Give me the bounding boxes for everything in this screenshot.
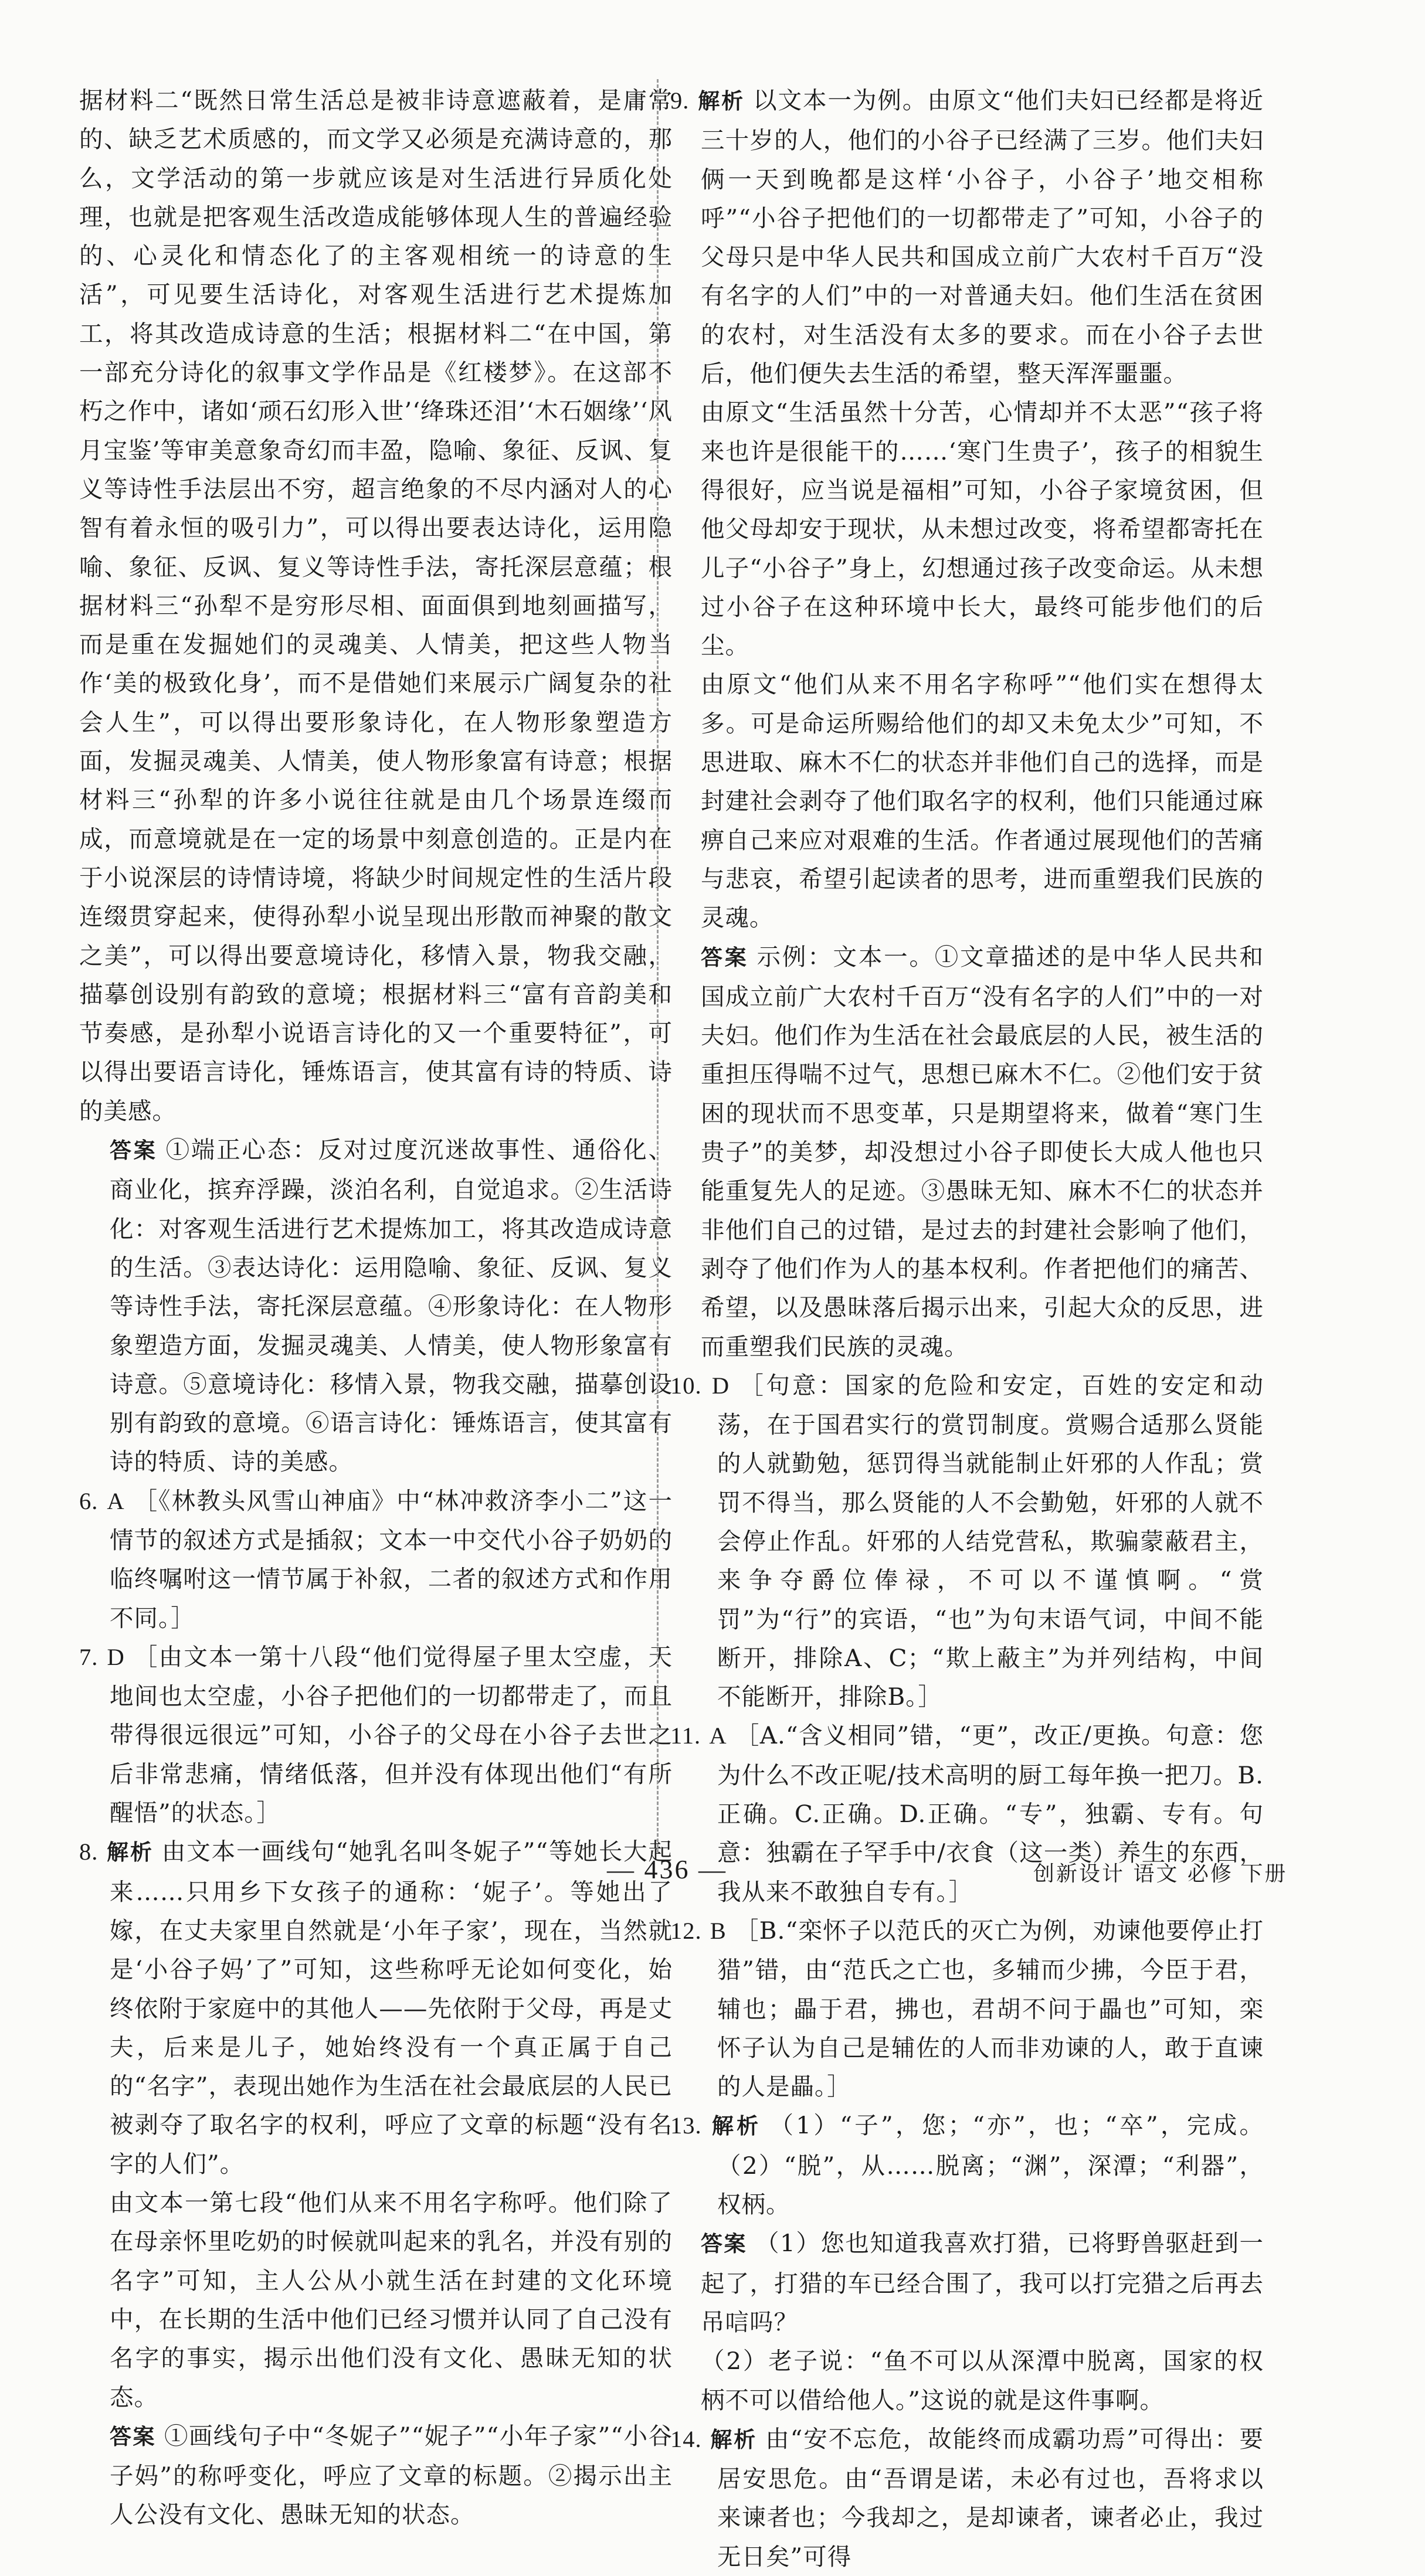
paragraph	[670, 937, 1264, 1366]
question-item	[670, 1366, 1264, 1717]
book-title: 创新设计 语文 必修 下册	[1033, 1862, 1288, 1886]
paragraph-text: ［A.“含义相同”错，“更”，改正/更换。句意：您为什么不改正呢/技术高明的厨工每年换一把刀。B.正确。C.正确。D.正确。“专”，独霸、专有。句意：独霸在子罕手中/衣食（这一类）养生的东西，我从来不敢独自专有。］	[717, 1721, 1264, 1906]
question-item	[79, 1832, 673, 2183]
answer-choice: D	[711, 1372, 730, 1399]
section-label: 解析	[698, 89, 745, 114]
paragraph	[79, 2417, 673, 2534]
question-number: 12.	[670, 1917, 702, 1944]
paragraph-text: ①画线句子中“冬妮子”“妮子”“小年子家”“小谷子妈”的称呼变化，呼应了文章的标题。②揭示出主人公没有文化、愚昧无知的状态。	[110, 2421, 673, 2529]
paragraph	[670, 2341, 1264, 2419]
section-label: 解析	[711, 2113, 762, 2139]
question-item	[670, 1911, 1264, 2106]
paragraph-text: ［由文本一第十八段“他们觉得屋子里太空虚，天地间也太空虚，小谷子把他们的一切都带走了，而且带得很远很远”可知，小谷子的父母在小谷子去世之后非常悲痛，情绪低落，但并没有体现出他们“有所醒悟”的状态。］	[110, 1642, 673, 1827]
answer-choice: B	[710, 1917, 727, 1944]
paragraph-text: 由原文“生活虽然十分苦，心情却并不太恶”“孩子将来也许是很能干的……‘寒门生贵子’，孩子的相貌生得很好，应当说是福相”可知，小谷子家境贫困，但他父母却安于现状，从未想过改变，将希望都寄托在儿子“小谷子”身上，幻想通过孩子改变命运。从未想过小谷子在这种环境中长大，最终可能步他们的后尘。	[701, 398, 1264, 660]
question-item	[670, 2106, 1264, 2224]
section-label: 答案	[701, 944, 749, 970]
question-number: 8.	[79, 1838, 99, 1865]
paragraph-text: 以文本一为例。由原文“他们夫妇已经都是将近三十岁的人，他们的小谷子已经满了三岁。他们夫妇俩一天到晚都是这样‘小谷子，小谷子’地交相称呼”“小谷子把他们的一切都带走了”可知，小谷子的父母只是中华人民共和国成立前广大农村千百万“没有名字的人们”中的一对普通夫妇。他们生活在贫困的农村，对生活没有太多的要求。而在小谷子去世后，他们便失去生活的希望，整天浑浑噩噩。	[701, 86, 1264, 388]
question-number: 11.	[670, 1722, 701, 1749]
answer-choice: A	[709, 1722, 727, 1749]
page-number: — 436 —	[607, 1854, 727, 1884]
paragraph-text: 由文本一画线句“她乳名叫冬妮子”“等她长大起来……只用乡下女孩子的通称：‘妮子’。等她出了嫁，在丈夫家里自然就是‘小年子家’，现在，当然就是‘小谷子妈’了”可知，这些称呼无论如何变化，始终依附于家庭中的其他人——先依附于父母，再是丈夫，后来是儿子，她始终没有一个真正属于自己的“名字”，表现出她作为生活在社会最底层的人民已被剥夺了取名字的权利，呼应了文章的标题“没有名字的人们”。	[110, 1837, 673, 2178]
paragraph-text: 由文本一第七段“他们从来不用名字称呼。他们除了在母亲怀里吃奶的时候就叫起来的乳名，并没有别的名字”可知，主人公从小就生活在封建的文化环境中，在长期的生活中他们已经习惯并认同了自己没有名字的事实，揭示出他们没有文化、愚昧无知的状态。	[110, 2188, 673, 2411]
paragraph-text: ［B.“栾怀子以范氏的灭亡为例，劝谏他要停止打猎”错，由“范氏之亡也，多辅而少拂，今臣于君，辅也；畾于君，拂也，君胡不问于畾也”可知，栾怀子认为自己是辅佐的人而非劝谏的人，敢于直谏的人是畾。］	[717, 1916, 1264, 2101]
question-item	[670, 81, 1264, 393]
left-column	[79, 81, 673, 2534]
question-number: 6.	[79, 1487, 99, 1514]
paragraph-text: （1）“子”，您；“亦”，也；“卒”，完成。（2）“脱”，从……脱离；“渊”，深潭；“利器”，权柄。	[717, 2111, 1264, 2219]
question-number: 9.	[670, 87, 690, 114]
right-column	[670, 81, 1264, 2576]
section-label: 解析	[710, 2427, 758, 2452]
paragraph	[79, 1130, 673, 1481]
question-item	[79, 1637, 673, 1832]
paragraph	[670, 665, 1264, 937]
question-item	[670, 2419, 1264, 2576]
section-label: 答案	[110, 1138, 158, 1164]
paragraph-text: 据材料二“既然日常生活总是被非诗意遮蔽着，是庸常的、缺乏艺术质感的，而文学又必须是充满诗意的，那么，文学活动的第一步就应该是对生活进行异质化处理，也就是把客观生活改造成能够体现人生的普遍经验的、心灵化和情态化了的主客观相统一的诗意的生活”，可见要生活诗化，对客观生活进行艺术提炼加工，将其改造成诗意的生活；根据材料二“在中国，第一部充分诗化的叙事文学作品是《红楼梦》。在这部不朽之作中，诸如‘顽石幻形入世’‘绛珠还泪’‘木石姻缘’‘风月宝鉴’等审美意象奇幻而丰盈，隐喻、象征、反讽、复义等诗性手法层出不穷，超言绝象的不尽内涵对人的心智有着永恒的吸引力”，可以得出要表达诗化，运用隐喻、象征、反讽、复义等诗性手法，寄托深层意蕴；根据材料三“孙犁不是穷形尽相、面面俱到地刻画描写，而是重在发掘她们的灵魂美、人情美，把这些人物当作‘美的极致化身’，而不是借她们来展示广阔复杂的社会人生”，可以得出要形象诗化，在人物形象塑造方面，发掘灵魂美、人情美，使人物形象富有诗意；根据材料三“孙犁的许多小说往往就是由几个场景连缀而成，而意境就是在一定的场景中刻意创造的。正是内在于小说深层的诗情诗境，将缺少时间规定性的生活片段连缀贯穿起来，使得孙犁小说呈现出形散而神聚的散文之美”，可以得出要意境诗化，移情入景，物我交融，描摹创设别有韵致的意境；根据材料三“富有音韵美和节奏感，是孙犁小说语言诗化的又一个重要特征”，可以得出要语言诗化，锤炼语言，使其富有诗的特质、诗的美感。	[79, 86, 673, 1125]
paragraph-text: ［《林教头风雪山神庙》中“林冲救济李小二”这一情节的叙述方式是插叙；文本一中交代小谷子奶奶的临终嘱咐这一情节属于补叙，二者的叙述方式和作用不同。］	[110, 1486, 673, 1632]
answer-choice: D	[107, 1643, 125, 1670]
section-label: 解析	[107, 1840, 154, 1865]
section-label: 答案	[701, 2231, 748, 2257]
paragraph	[670, 2224, 1264, 2341]
answer-choice: A	[107, 1487, 125, 1514]
question-number: 14.	[670, 2425, 702, 2452]
paragraph-text: 由原文“他们从来不用名字称呼”“他们实在想得太多。可是命运所赐给他们的却又未免太少”可知，不思进取、麻木不仁的状态并非他们自己的选择，而是封建社会剥夺了他们取名字的权利，他们只能通过麻痹自己来应对艰难的生活。作者通过展现他们的苦痛与悲哀，希望引起读者的思考，进而重塑我们民族的灵魂。	[701, 670, 1264, 932]
question-number: 7.	[79, 1643, 99, 1670]
question-item	[79, 1481, 673, 1637]
paragraph	[79, 2183, 673, 2417]
paragraph	[79, 81, 673, 1130]
paragraph-text: ［句意：国家的危险和安定，百姓的安定和动荡，在于国君实行的赏罚制度。赏赐合适那么贤能的人就勤勉，惩罚得当就能制止奸邪的人作乱；赏罚不得当，那么贤能的人不会勤勉，奸邪的人就不会停止作乱。奸邪的人结党营私，欺骗蒙蔽君主，来争夺爵位俸禄，不可以不谨慎啊。“赏罚”为“行”的宾语，“也”为句末语气词，中间不能断开，排除A、C；“欺上蔽主”为并列结构，中间不能断开，排除B。］	[717, 1371, 1264, 1711]
paragraph-text: （2）老子说：“鱼不可以从深潭中脱离，国家的权柄不可以借给他人。”这说的就是这件事啊。	[701, 2347, 1264, 2414]
column-divider	[657, 79, 659, 1853]
paragraph-text: 示例：文本一。①文章描述的是中华人民共和国成立前广大农村千百万“没有名字的人们”中的一对夫妇。他们作为生活在社会最底层的人民，被生活的重担压得喘不过气，思想已麻木不仁。②他们安于贫困的现状而不思变革，只是期望将来，做着“寒门生贵子”的美梦，却没想过小谷子即使长大成人他也只能重复先人的足迹。③愚昧无知、麻木不仁的状态并非他们自己的过错，是过去的封建社会影响了他们，剥夺了他们作为人的基本权利。作者把他们的痛苦、希望，以及愚昧落后揭示出来，引起大众的反思，进而重塑我们民族的灵魂。	[701, 942, 1264, 1361]
paragraph-text: 由“安不忘危，故能终而成霸功焉”可得出：要居安思危。由“吾谓是诺，未必有过也，吾将求以来谏者也；今我却之，是却谏者，谏者必止，我过无日矣”可得	[717, 2424, 1264, 2571]
question-number: 10.	[670, 1372, 702, 1399]
paragraph	[670, 393, 1264, 665]
paragraph-text: ①端正心态：反对过度沉迷故事性、通俗化、商业化，摈弃浮躁，淡泊名利，自觉追求。②生活诗化：对客观生活进行艺术提炼加工，将其改造成诗意的生活。③表达诗化：运用隐喻、象征、反讽、复义等诗性手法，寄托深层意蕴。④形象诗化：在人物形象塑造方面，发掘灵魂美、人情美，使人物形象富有诗意。⑤意境诗化：移情入景，物我交融，描摹创设别有韵致的意境。⑥语言诗化：锤炼语言，使其富有诗的特质、诗的美感。	[110, 1136, 673, 1476]
question-number: 13.	[670, 2112, 702, 2139]
paragraph-text: （1）您也知道我喜欢打猎，已将野兽驱赶到一起了，打猎的车已经合围了，我可以打完猎之后再去吊唁吗？	[701, 2229, 1264, 2336]
section-label: 答案	[110, 2424, 156, 2449]
